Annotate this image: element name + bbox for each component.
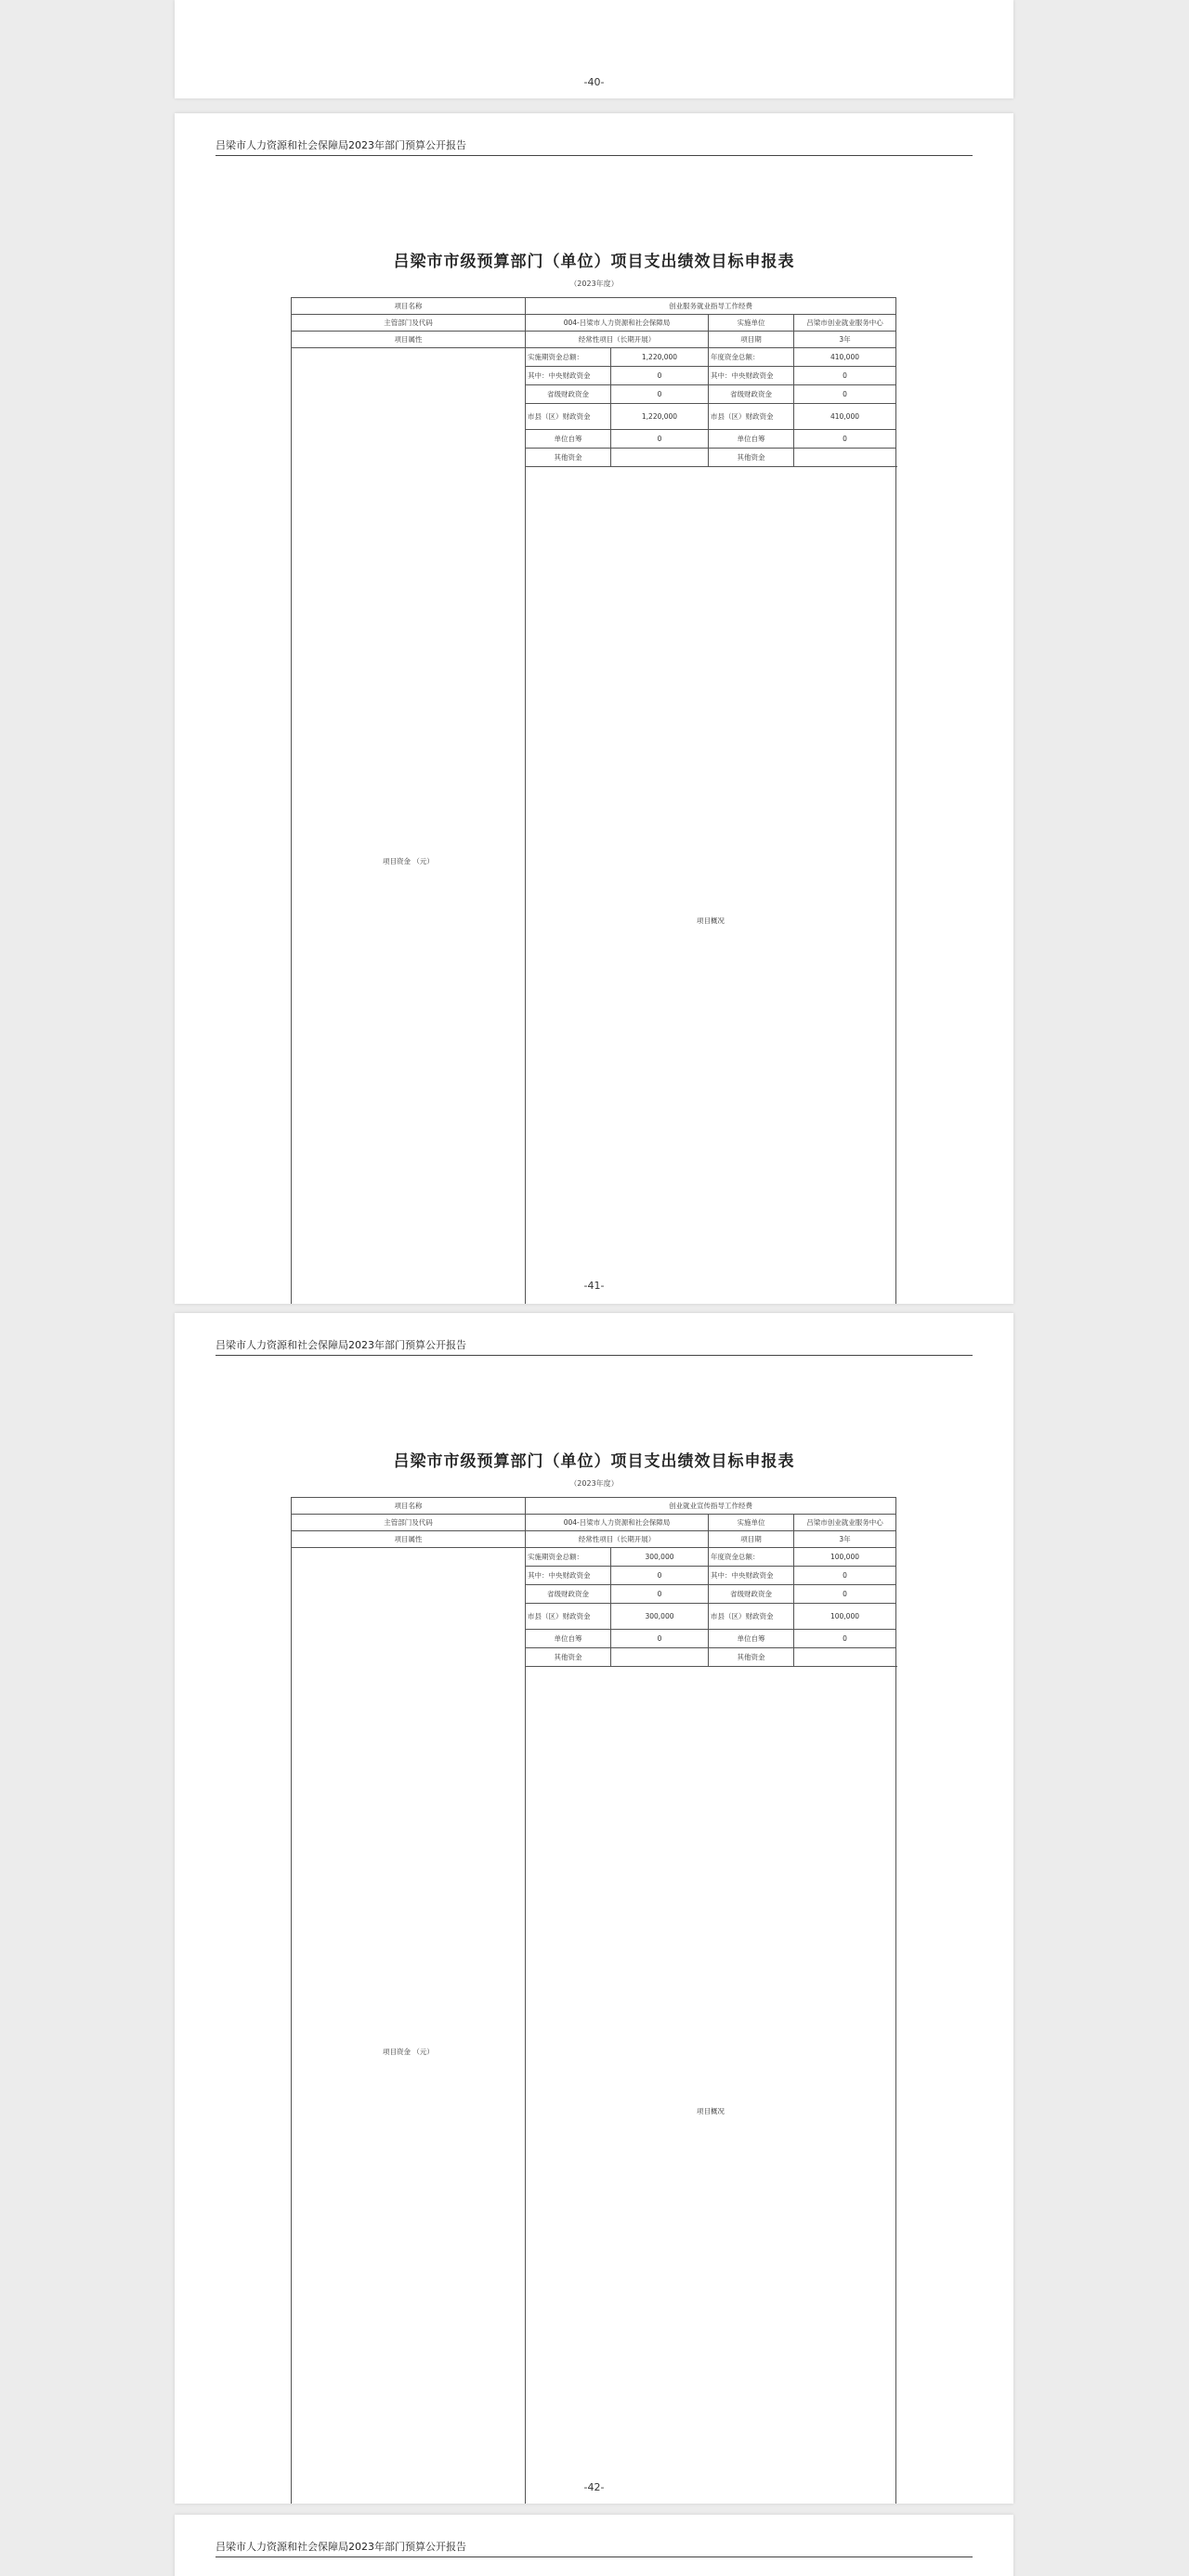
form-year: （2023年度） — [569, 1479, 619, 1488]
page-number: -40- — [583, 76, 605, 88]
project-period: 3年 — [794, 332, 896, 348]
label-central-annual: 其中：中央财政资金 — [709, 367, 794, 385]
central-funds: 0 — [611, 1567, 709, 1585]
central-funds: 0 — [611, 367, 709, 385]
central-funds-annual: 0 — [794, 367, 896, 385]
label-project-name: 项目名称 — [292, 298, 526, 315]
city-funds: 300,000 — [611, 1604, 709, 1630]
label-dept-code: 主管部门及代码 — [292, 315, 526, 332]
page-42 — [175, 1313, 1013, 2504]
unit-self-funds-annual: 0 — [794, 430, 896, 449]
doc-header: 吕梁市人力资源和社会保障局2023年部门预算公开报告 — [216, 137, 973, 156]
dept-code: 004-吕梁市人力资源和社会保障局 — [526, 1515, 709, 1531]
label-project-period: 项目期 — [709, 332, 794, 348]
label-unit-self: 单位自筹 — [526, 430, 611, 449]
page-41 — [175, 113, 1013, 1304]
other-funds — [611, 449, 709, 467]
label-city-annual: 市县（区）财政资金 — [709, 1604, 794, 1630]
project-period: 3年 — [794, 1531, 896, 1548]
page-40 — [175, 0, 1013, 98]
label-annual-total: 年度资金总额： — [709, 348, 794, 367]
performance-target-table — [291, 1497, 896, 2504]
annual-total: 100,000 — [794, 1548, 896, 1567]
central-funds-annual: 0 — [794, 1567, 896, 1585]
label-mid-total: 实施期资金总额： — [526, 1548, 611, 1567]
label-project-name: 项目名称 — [292, 1498, 526, 1515]
label-other-annual: 其他资金 — [709, 449, 794, 467]
exec-unit: 吕梁市创业就业服务中心 — [794, 315, 896, 332]
annual-total: 410,000 — [794, 348, 896, 367]
label-unit-self-annual: 单位自筹 — [709, 1630, 794, 1648]
doc-header: 吕梁市人力资源和社会保障局2023年部门预算公开报告 — [216, 1337, 973, 1356]
label-funds: 项目资金 （元） — [292, 1548, 526, 2504]
doc-header: 吕梁市人力资源和社会保障局2023年部门预算公开报告 — [216, 2539, 973, 2557]
label-central: 其中：中央财政资金 — [526, 367, 611, 385]
label-unit-self-annual: 单位自筹 — [709, 430, 794, 449]
label-project-attr: 项目属性 — [292, 1531, 526, 1548]
label-city: 市县（区）财政资金 — [526, 404, 611, 430]
province-funds-annual: 0 — [794, 385, 896, 404]
label-province: 省级财政资金 — [526, 385, 611, 404]
label-project-attr: 项目属性 — [292, 332, 526, 348]
label-province-annual: 省级财政资金 — [709, 385, 794, 404]
label-annual-total: 年度资金总额： — [709, 1548, 794, 1567]
label-exec-unit: 实施单位 — [709, 1515, 794, 1531]
project-attr: 经常性项目（长期开展） — [526, 332, 709, 348]
project-name: 创业服务就业指导工作经费 — [526, 298, 896, 315]
province-funds-annual: 0 — [794, 1585, 896, 1604]
other-funds-annual — [794, 449, 896, 467]
city-funds-annual: 100,000 — [794, 1604, 896, 1630]
unit-self-funds: 0 — [611, 430, 709, 449]
label-funds: 项目资金 （元） — [292, 348, 526, 1305]
label-province-annual: 省级财政资金 — [709, 1585, 794, 1604]
label-city: 市县（区）财政资金 — [526, 1604, 611, 1630]
form-year: （2023年度） — [569, 280, 619, 288]
other-funds-annual — [794, 1648, 896, 1667]
label-central-annual: 其中：中央财政资金 — [709, 1567, 794, 1585]
label-unit-self: 单位自筹 — [526, 1630, 611, 1648]
label-central: 其中：中央财政资金 — [526, 1567, 611, 1585]
province-funds: 0 — [611, 1585, 709, 1604]
page-43 — [175, 2515, 1013, 2576]
unit-self-funds: 0 — [611, 1630, 709, 1648]
label-overview: 项目概况 — [526, 467, 896, 1305]
project-attr: 经常性项目（长期开展） — [526, 1531, 709, 1548]
province-funds: 0 — [611, 385, 709, 404]
label-province: 省级财政资金 — [526, 1585, 611, 1604]
page-number: -41- — [583, 1280, 605, 1292]
label-other: 其他资金 — [526, 449, 611, 467]
label-exec-unit: 实施单位 — [709, 315, 794, 332]
mid-total: 1,220,000 — [611, 348, 709, 367]
label-mid-total: 实施期资金总额： — [526, 348, 611, 367]
page-number: -42- — [583, 2481, 605, 2493]
label-other-annual: 其他资金 — [709, 1648, 794, 1667]
label-project-period: 项目期 — [709, 1531, 794, 1548]
form-title: 吕梁市市级预算部门（单位）项目支出绩效目标申报表 — [393, 1452, 795, 1471]
unit-self-funds-annual: 0 — [794, 1630, 896, 1648]
label-city-annual: 市县（区）财政资金 — [709, 404, 794, 430]
dept-code: 004-吕梁市人力资源和社会保障局 — [526, 315, 709, 332]
city-funds-annual: 410,000 — [794, 404, 896, 430]
label-overview: 项目概况 — [526, 1667, 896, 2504]
project-name: 创业就业宣传指导工作经费 — [526, 1498, 896, 1515]
other-funds — [611, 1648, 709, 1667]
label-other: 其他资金 — [526, 1648, 611, 1667]
mid-total: 300,000 — [611, 1548, 709, 1567]
performance-target-table — [291, 297, 896, 1304]
city-funds: 1,220,000 — [611, 404, 709, 430]
exec-unit: 吕梁市创业就业服务中心 — [794, 1515, 896, 1531]
form-title: 吕梁市市级预算部门（单位）项目支出绩效目标申报表 — [393, 253, 795, 271]
label-dept-code: 主管部门及代码 — [292, 1515, 526, 1531]
